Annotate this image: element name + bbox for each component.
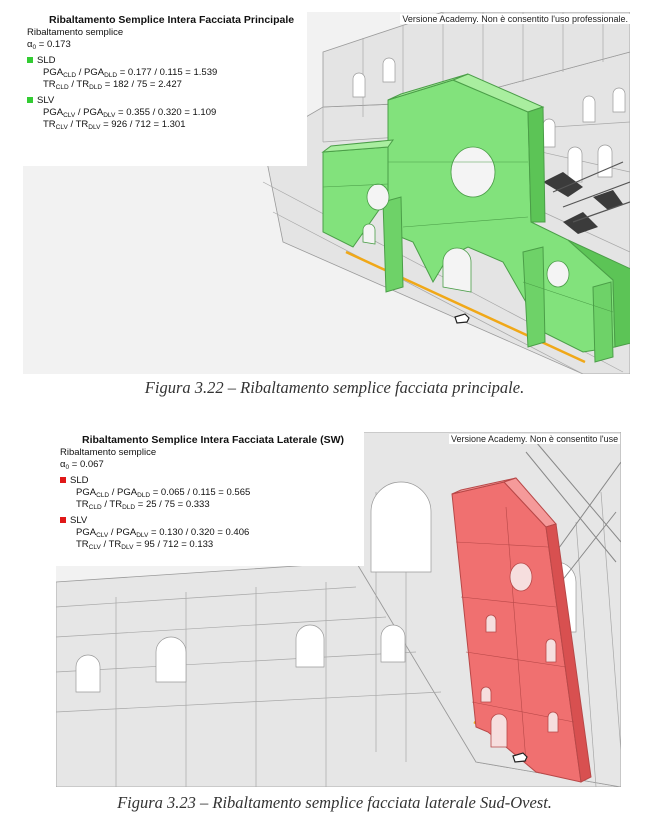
sld-header: SLD [60,475,360,487]
figure-caption: Figura 3.22 – Ribaltamento semplice facciata principale. [144,378,525,397]
mechanism-title: Ribaltamento Semplice Intera Facciata Laterale (SW) [82,434,344,446]
mechanism-type: Ribaltamento semplice [60,447,157,458]
alpha-row: $\alpha_0 = 0.067$ [60,459,104,471]
mechanism-type: Ribaltamento semplice [27,27,124,38]
results-panel [23,12,307,166]
sld-pga-row: $PGA_{CLD} / PGA_{DLD} = 0.177 / 0.115 = 1.539$ [43,67,218,79]
slv-tr-row: $TR_{CLV} / TR_{DLV} = 95 / 712 = 0.133$ [76,539,214,551]
slv-header: SLV [27,95,303,107]
slv-pga-row: $PGA_{CLV} / PGA_{DLV} = 0.130 / 0.320 = 0.406$ [76,527,250,539]
sld-tr-row: $TR_{CLD} / TR_{DLD} = 182 / 75 = 2.427$ [43,79,182,91]
slv-header: SLV [60,515,360,527]
sld-header: SLD [27,55,303,67]
slv-tr-row: $TR_{CLV} / TR_{DLV} = 926 / 712 = 1.301$ [43,119,186,131]
mechanism-title: Ribaltamento Semplice Intera Facciata Principale [49,14,295,26]
sld-tr-row: $TR_{CLD} / TR_{DLD} = 25 / 75 = 0.333$ [76,499,210,511]
sld-status-swatch [60,477,66,483]
figure-facciata-laterale [56,432,621,787]
slv-status-swatch [60,517,66,523]
alpha-row: $\alpha_0 = 0.173$ [27,39,71,51]
sld-pga-row: $PGA_{CLD} / PGA_{DLD} = 0.065 / 0.115 = 0.565$ [76,487,251,499]
sld-status-swatch [27,57,33,63]
watermark: Versione Academy. Non è consentito l'uso professionale. [402,14,628,24]
results-panel [56,432,364,566]
figure-caption: Figura 3.23 – Ribaltamento semplice facciata laterale Sud-Ovest. [117,793,552,812]
watermark: Versione Academy. Non è consentito l'use [451,434,619,444]
slv-pga-row: $PGA_{CLV} / PGA_{DLV} = 0.355 / 0.320 = 1.109$ [43,107,217,119]
figure-facciata-principale [23,12,630,374]
slv-status-swatch [27,97,33,103]
